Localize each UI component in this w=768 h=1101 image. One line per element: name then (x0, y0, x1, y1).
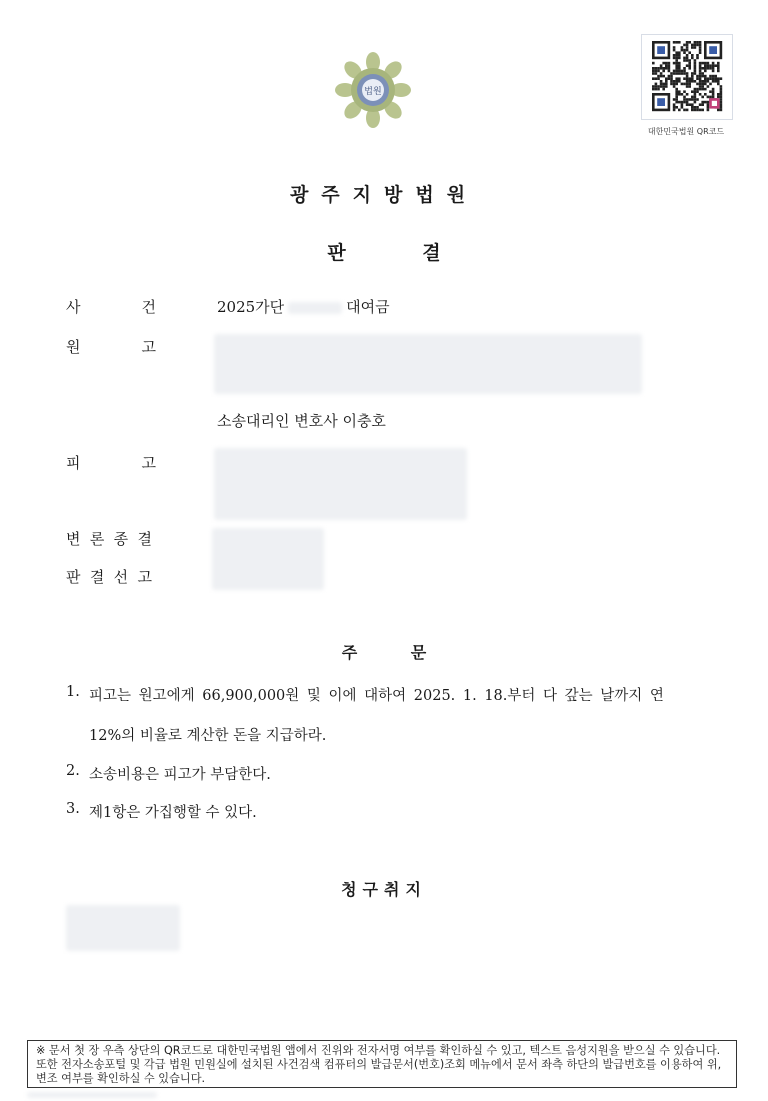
order-title: 주 문 (341, 643, 427, 662)
order-item-3-number: 3. (66, 801, 80, 817)
issue-number-strip (27, 1091, 157, 1101)
order-item-2-text: 소송비용은 피고가 부담한다. (89, 767, 271, 783)
label-char: 론 (89, 530, 105, 548)
hearing-end-label (66, 528, 152, 549)
redacted-defendant (214, 448, 467, 520)
document-title: 판 결 (327, 242, 441, 264)
svg-text:법원: 법원 (364, 87, 382, 97)
qr-code-caption: 대한민국법원 QR코드 (647, 127, 725, 136)
order-item-3-text: 제1항은 가집행할 수 있다. (89, 805, 257, 821)
claim-title: 청구취지 (341, 880, 427, 899)
order-item-2-number: 2. (66, 763, 80, 779)
court-name: 광주지방법원 (289, 184, 479, 206)
case-number-prefix: 2025가단 (217, 298, 285, 316)
order-item-1-number: 1. (66, 684, 80, 700)
redacted-plaintiff (214, 334, 642, 394)
plaintiff-label (66, 336, 156, 357)
label-char: 종 (113, 530, 129, 548)
counsel: 소송대리인 변호사 이충호 (217, 412, 386, 430)
label-char: 고 (141, 338, 156, 356)
label-char: 사 (66, 298, 81, 316)
label-char: 결 (89, 568, 105, 586)
label-char: 원 (66, 338, 81, 356)
order-item-1-line1: 피고는 원고에게 66,900,000원 및 이에 대하여 2025. 1. 18.부터 다 갚는 날까지 연 (89, 688, 664, 704)
redacted-dates (212, 528, 324, 590)
qr-code-icon (641, 34, 733, 120)
order-item-1-line2: 12%의 비율로 계산한 돈을 지급하라. (89, 728, 327, 744)
redacted-case-number (288, 302, 342, 314)
label-char: 변 (66, 530, 81, 548)
label-char: 선 (113, 568, 129, 586)
verification-notice: ※ 문서 첫 장 우측 상단의 QR코드로 대한민국법원 앱에서 진위와 전자서명 여부를 확인하실 수 있고, 텍스트 음성지원을 받으실 수 있습니다. 또한 전자소송포털 및 각급 법원 민원실에 설치된 사건검색 컴퓨터의 발급문서(번호)조회 메뉴에서 문서 좌측 하단의 발급번호를 이용하여 위,변조 여부를 확인하실 수 있습니다. (27, 1040, 737, 1088)
case-type: 대여금 (346, 298, 390, 316)
label-char: 고 (137, 568, 152, 586)
defendant-label (66, 452, 156, 473)
case-number (217, 296, 390, 317)
case-label (66, 296, 156, 317)
label-char: 판 (66, 568, 81, 586)
court-emblem-icon (335, 52, 411, 128)
label-char: 피 (66, 454, 81, 472)
redacted-claim (66, 905, 180, 951)
label-char: 건 (141, 298, 156, 316)
label-char: 고 (141, 454, 156, 472)
label-char: 결 (137, 530, 152, 548)
verdict-date-label (66, 566, 152, 587)
